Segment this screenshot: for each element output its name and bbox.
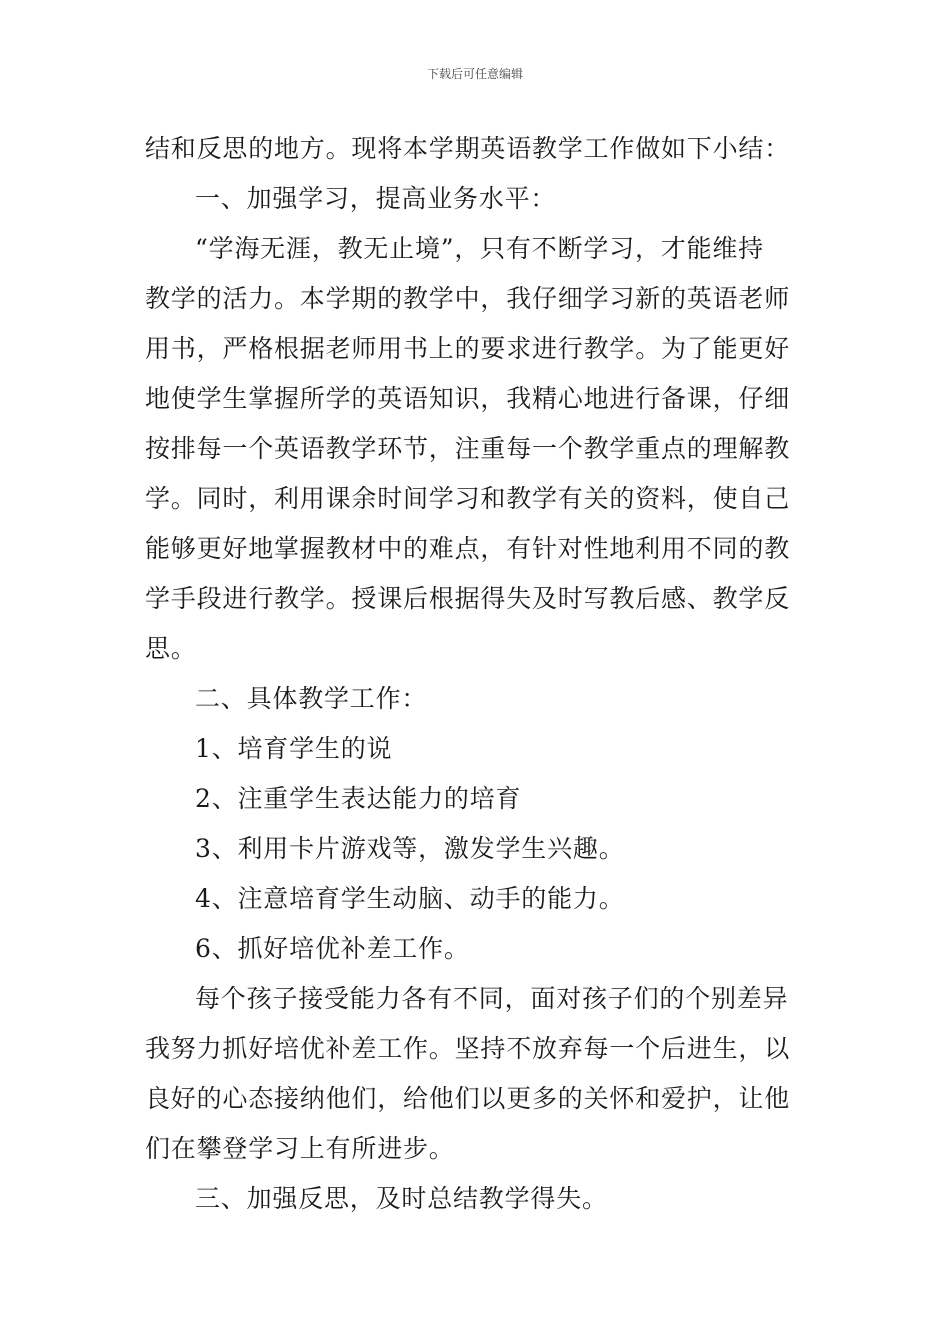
text-line: 三、加强反思，及时总结教学得失。 [195,1184,608,1213]
text-line: 思。 [145,634,197,663]
text-line: 2、注重学生表达能力的培育 [195,784,522,813]
text-line: 用书，严格根据老师用书上的要求进行教学。为了能更好 [145,334,791,363]
text-line: 二、具体教学工作： [195,684,428,713]
text-line: 能够更好地掌握教材中的难点，有针对性地利用不同的教 [145,534,791,563]
text-line: 学。同时，利用课余时间学习和教学有关的资料，使自己 [145,484,791,513]
text-line: 每个孩子接受能力各有不同，面对孩子们的个别差异 [195,984,789,1013]
text-line: 1、培育学生的说 [195,734,393,763]
text-line: 按排每一个英语教学环节，注重每一个教学重点的理解教 [145,434,791,463]
text-line: 我努力抓好培优补差工作。坚持不放弃每一个后进生，以 [145,1034,791,1063]
page-header: 下载后可任意编辑 [426,67,523,81]
text-line: 6、抓好培优补差工作。 [195,934,470,963]
text-line: 良好的心态接纳他们，给他们以更多的关怀和爱护，让他 [145,1084,791,1113]
text-line: 学手段进行教学。授课后根据得失及时写教后感、教学反 [145,584,791,613]
text-line: 结和反思的地方。现将本学期英语教学工作做如下小结： [145,134,791,163]
text-line: 地使学生掌握所学的英语知识，我精心地进行备课，仔细 [145,384,791,413]
document-body [145,124,807,1224]
text-line: 4、注意培育学生动脑、动手的能力。 [195,884,625,913]
text-line: 教学的活力。本学期的教学中，我仔细学习新的英语老师 [145,284,791,313]
text-line: 一、加强学习，提高业务水平： [195,184,557,213]
text-line: 3、利用卡片游戏等，激发学生兴趣。 [195,834,625,863]
text-line: 们在攀登学习上有所进步。 [145,1134,455,1163]
text-line: “学海无涯，教无止境”，只有不断学习，才能维持 [195,234,764,263]
